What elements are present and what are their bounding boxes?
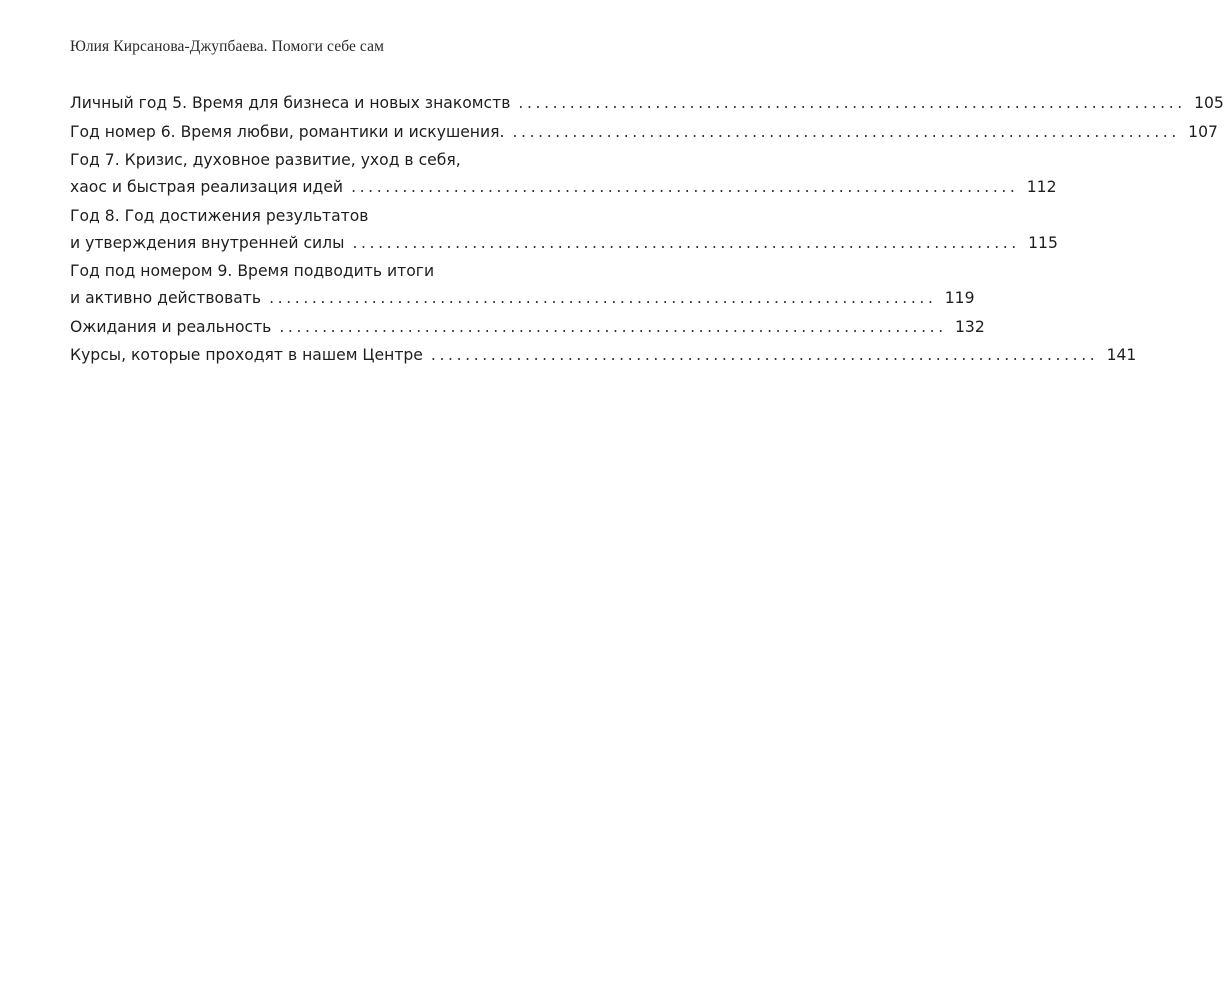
toc-entry-page: 119 — [944, 289, 975, 307]
toc-entry-page: 115 — [1028, 233, 1058, 252]
toc-entry-page: 132 — [955, 317, 985, 336]
toc-entry[interactable] — [70, 147, 1057, 201]
toc-entry[interactable] — [70, 203, 1058, 257]
toc-entry-title-line: Год 8. Год достижения результатов — [70, 206, 369, 225]
toc-entry[interactable] — [70, 119, 1218, 146]
running-header: Юлия Кирсанова-Джупбаева. Помоги себе сам — [70, 38, 384, 55]
toc-entry-page: 112 — [1026, 178, 1057, 196]
toc-entry-title: Личный год 5. Время для бизнеса и новых знакомств — [70, 94, 511, 112]
toc-entry-title: Ожидания и реальность — [70, 317, 272, 336]
toc-entry-page: 141 — [1106, 346, 1137, 364]
toc-entry[interactable] — [70, 342, 1137, 369]
toc-entry[interactable] — [70, 258, 975, 312]
table-of-contents — [70, 90, 1224, 371]
toc-entry-page: 105 — [1194, 94, 1224, 112]
toc-entry-title-line: и утверждения внутренней силы — [70, 233, 345, 252]
dot-leader: .............................................................................. — [518, 94, 1186, 112]
toc-entry-title-line: хаос и быстрая реализация идей — [70, 178, 344, 196]
toc-entry-title: Год номер 6. Время любви, романтики и искушения. — [70, 122, 505, 141]
dot-leader: .............................................................................. — [352, 233, 1020, 252]
dot-leader: .............................................................................. — [269, 289, 937, 307]
toc-entry[interactable] — [70, 90, 1224, 117]
toc-entry-page: 107 — [1188, 122, 1218, 141]
toc-entry-title-line: и активно действовать — [70, 289, 262, 307]
toc-entry-title-line: Год под номером 9. Время подводить итоги — [70, 262, 435, 280]
toc-entry-title: Курсы, которые проходят в нашем Центре — [70, 346, 423, 364]
dot-leader: .............................................................................. — [279, 317, 947, 336]
toc-entry[interactable] — [70, 314, 985, 341]
toc-entry-title-line: Год 7. Кризис, духовное развитие, уход в себя, — [70, 151, 461, 169]
dot-leader: .............................................................................. — [430, 346, 1099, 364]
dot-leader: .............................................................................. — [351, 178, 1019, 196]
dot-leader: .............................................................................. — [512, 122, 1180, 141]
